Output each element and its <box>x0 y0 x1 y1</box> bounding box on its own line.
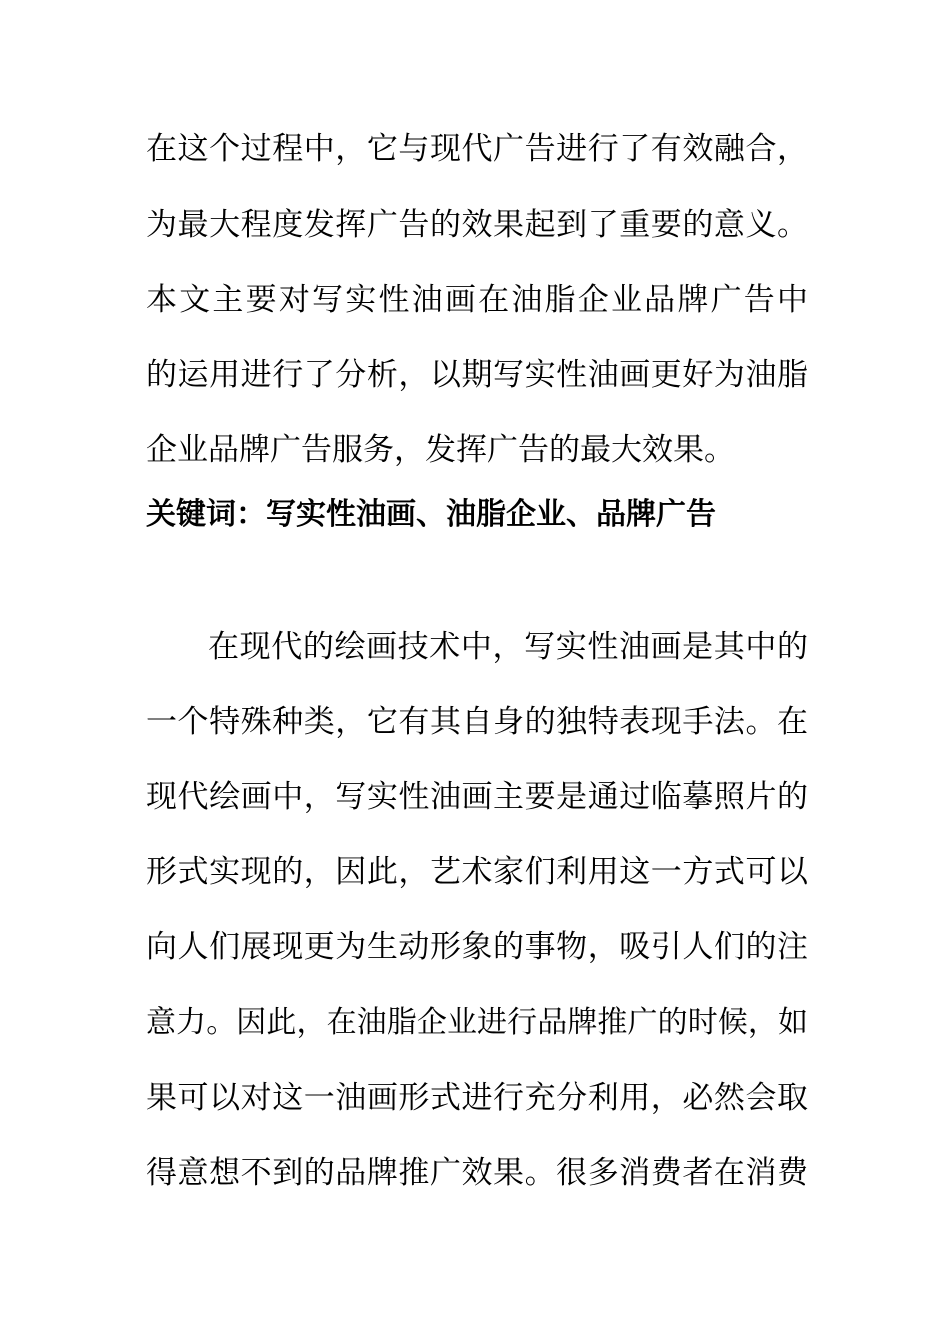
body-line: 果可以对这一油画形式进行充分利用，必然会取 <box>146 1080 808 1116</box>
body-line: 向人们展现更为生动形象的事物，吸引人们的注 <box>146 929 808 965</box>
body-line: 在现代的绘画技术中，写实性油画是其中的 <box>208 629 808 665</box>
keywords-line: 关键词：写实性油画、油脂企业、品牌广告 <box>146 497 716 532</box>
body-line: 现代绘画中，写实性油画主要是通过临摹照片的 <box>146 779 808 815</box>
body-line: 意力。因此，在油脂企业进行品牌推广的时候，如 <box>146 1005 808 1040</box>
body-line: 得意想不到的品牌推广效果。很多消费者在消费 <box>146 1155 808 1191</box>
body-line: 一个特殊种类，它有其自身的独特表现手法。在 <box>146 704 808 740</box>
abstract-line: 企业品牌广告服务，发挥广告的最大效果。 <box>146 432 735 468</box>
body-line: 形式实现的，因此，艺术家们利用这一方式可以 <box>146 854 808 890</box>
abstract-line: 本文主要对写实性油画在油脂企业品牌广告中 <box>146 282 808 318</box>
abstract-line: 为最大程度发挥广告的效果起到了重要的意义。 <box>146 207 808 243</box>
abstract-line: 的运用进行了分析，以期写实性油画更好为油脂 <box>146 357 808 393</box>
abstract-line: 在这个过程中，它与现代广告进行了有效融合， <box>146 131 808 167</box>
